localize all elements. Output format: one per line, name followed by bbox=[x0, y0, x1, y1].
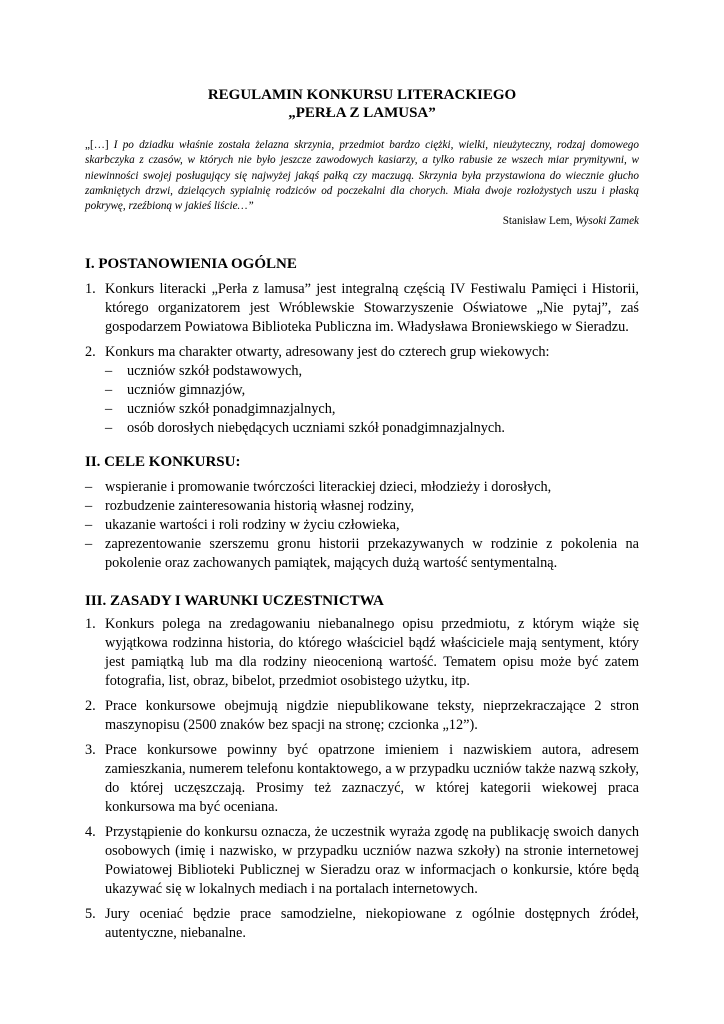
goal-item bbox=[85, 535, 639, 573]
title-line-1: REGULAMIN KONKURSU LITERACKIEGO bbox=[207, 87, 517, 103]
age-group-text: uczniów gimnazjów, bbox=[127, 382, 246, 399]
motto-book: Wysoki Zamek bbox=[575, 215, 639, 228]
dash-bullet: – bbox=[85, 517, 93, 534]
age-group-text: uczniów szkół ponadgimnazjalnych, bbox=[127, 401, 336, 418]
dash-bullet: – bbox=[105, 382, 113, 399]
section-2-heading: II. CELE KONKURSU: bbox=[85, 454, 241, 471]
list-item bbox=[85, 343, 639, 438]
goal-item bbox=[85, 497, 639, 516]
list-item bbox=[85, 615, 639, 691]
item-text: Konkurs ma charakter otwarty, adresowany jest do czterech grup wiekowych: bbox=[105, 344, 550, 361]
item-number: 1. bbox=[85, 616, 96, 633]
dash-bullet: – bbox=[85, 498, 93, 515]
list-item bbox=[85, 905, 639, 943]
item-number: 2. bbox=[85, 344, 96, 361]
motto-quote bbox=[85, 138, 639, 214]
dash-bullet: – bbox=[85, 479, 93, 496]
section-1-heading: I. POSTANOWIENIA OGÓLNE bbox=[85, 256, 297, 273]
motto-attribution bbox=[85, 214, 639, 229]
dash-bullet: – bbox=[85, 536, 93, 553]
item-text: Przystąpienie do konkursu oznacza, że uczestnik wyraża zgodę na publikację swoich danych osobowych (imię i nazwisko, w przypadku uczniów nazwa szkoły) na stronie internetowej Powiatowej Biblioteki Publicznej w Sieradzu oraz w informacjach o konkursie, które będą ukazywać się w lokalnych mediach i na portalach internetowych. bbox=[105, 824, 639, 898]
item-number: 3. bbox=[85, 742, 96, 759]
section-1-list bbox=[85, 280, 639, 438]
item-number: 1. bbox=[85, 281, 96, 298]
item-number: 5. bbox=[85, 906, 96, 923]
goal-text: zaprezentowanie szerszemu gronu historii przekazywanych w rodzinie z pokolenia na pokolenie oraz zachowanych pamiątek, mających dużą wartość sentymentalną. bbox=[105, 536, 639, 572]
item-text: Konkurs literacki „Perła z lamusa” jest integralną częścią IV Festiwalu Pamięci i Historii, którego organizatorem jest Wróblewskie Stowarzyszenie Oświatowe „Nie pytaj”, zaś gospodarzem Powiatowa Biblioteka Publiczna im. Władysława Broniewskiego w Sieradzu. bbox=[105, 281, 639, 336]
age-group-text: osób dorosłych niebędących uczniami szkół ponadgimnazjalnych. bbox=[127, 420, 505, 437]
section-3-list bbox=[85, 615, 639, 943]
item-text: Konkurs polega na zredagowaniu niebanalnego opisu przedmiotu, z którym wiąże się wyjątkowa rodzinna historia, do którego właściciel bądź właściciele mają sentyment, który jest pamiątką lub ma dla rodziny nieocenioną wartość. Tematem opisu może być zatem fotografia, list, obraz, bibelot, przedmiot osobistego użytku, itp. bbox=[105, 616, 639, 690]
list-item bbox=[85, 823, 639, 899]
goal-item bbox=[85, 478, 639, 497]
goal-text: ukazanie wartości i roli rodziny w życiu człowieka, bbox=[105, 517, 400, 534]
age-group-item bbox=[105, 419, 639, 438]
age-groups-list bbox=[105, 362, 639, 438]
item-number: 2. bbox=[85, 698, 96, 715]
dash-bullet: – bbox=[105, 401, 113, 418]
item-text: Jury oceniać będzie prace samodzielne, niekopiowane z ogólnie dostępnych źródeł, autentyczne, niebanalne. bbox=[105, 906, 639, 942]
age-group-text: uczniów szkół podstawowych, bbox=[127, 363, 303, 380]
age-group-item bbox=[105, 400, 639, 419]
goal-item bbox=[85, 516, 639, 535]
dash-bullet: – bbox=[105, 363, 113, 380]
item-text: Prace konkursowe powinny być opatrzone imieniem i nazwiskiem autora, adresem zamieszkania, numerem telefonu kontaktowego, a w przypadku uczniów także nazwą szkoły, do której uczęszczają. Prosimy też zaznaczyć, w której kategorii wiekowej praca konkursowa ma być oceniana. bbox=[105, 742, 639, 816]
section-3-heading: III. ZASADY I WARUNKI UCZESTNICTWA bbox=[85, 593, 384, 610]
list-item bbox=[85, 741, 639, 817]
goal-text: rozbudzenie zainteresowania historią własnej rodziny, bbox=[105, 498, 415, 515]
title-line-2: „PERŁA Z LAMUSA” bbox=[288, 105, 436, 121]
section-2-list bbox=[85, 478, 639, 573]
motto-lead: „[…] bbox=[85, 139, 109, 151]
dash-bullet: – bbox=[105, 420, 113, 437]
motto-author: Stanisław Lem, bbox=[502, 215, 573, 228]
motto-text: I po dziadku właśnie została żelazna skrzynia, przedmiot bardzo ciężki, wielki, nieużyteczny, rodzaj domowego skarbczyka z czasów, w których nie było jeszcze zawodowych kasiarzy, a tylko rabusie ze wszech miar prymitywni, w niewinności swojej posługujący się najwyżej jakąś pałką czy maczugą. Skrzynia była przystawiona do wiecznie głucho zamkniętych drzwi, dzielących sypialnię rodziców od poczekalni dla chorych. Miała dwoje rozłożystych uszu i płaską pokrywę, rzeźbioną w jakieś liście…” bbox=[85, 139, 639, 213]
document-page bbox=[85, 86, 639, 943]
list-item bbox=[85, 280, 639, 337]
goal-text: wspieranie i promowanie twórczości literackiej dzieci, młodzieży i dorosłych, bbox=[105, 479, 552, 496]
item-text: Prace konkursowe obejmują nigdzie niepublikowane teksty, nieprzekraczające 2 stron maszynopisu (2500 znaków bez spacji na stronę; czcionka „12”). bbox=[105, 698, 639, 734]
list-item bbox=[85, 697, 639, 735]
document-title bbox=[85, 86, 639, 122]
age-group-item bbox=[105, 381, 639, 400]
age-group-item bbox=[105, 362, 639, 381]
item-number: 4. bbox=[85, 824, 96, 841]
